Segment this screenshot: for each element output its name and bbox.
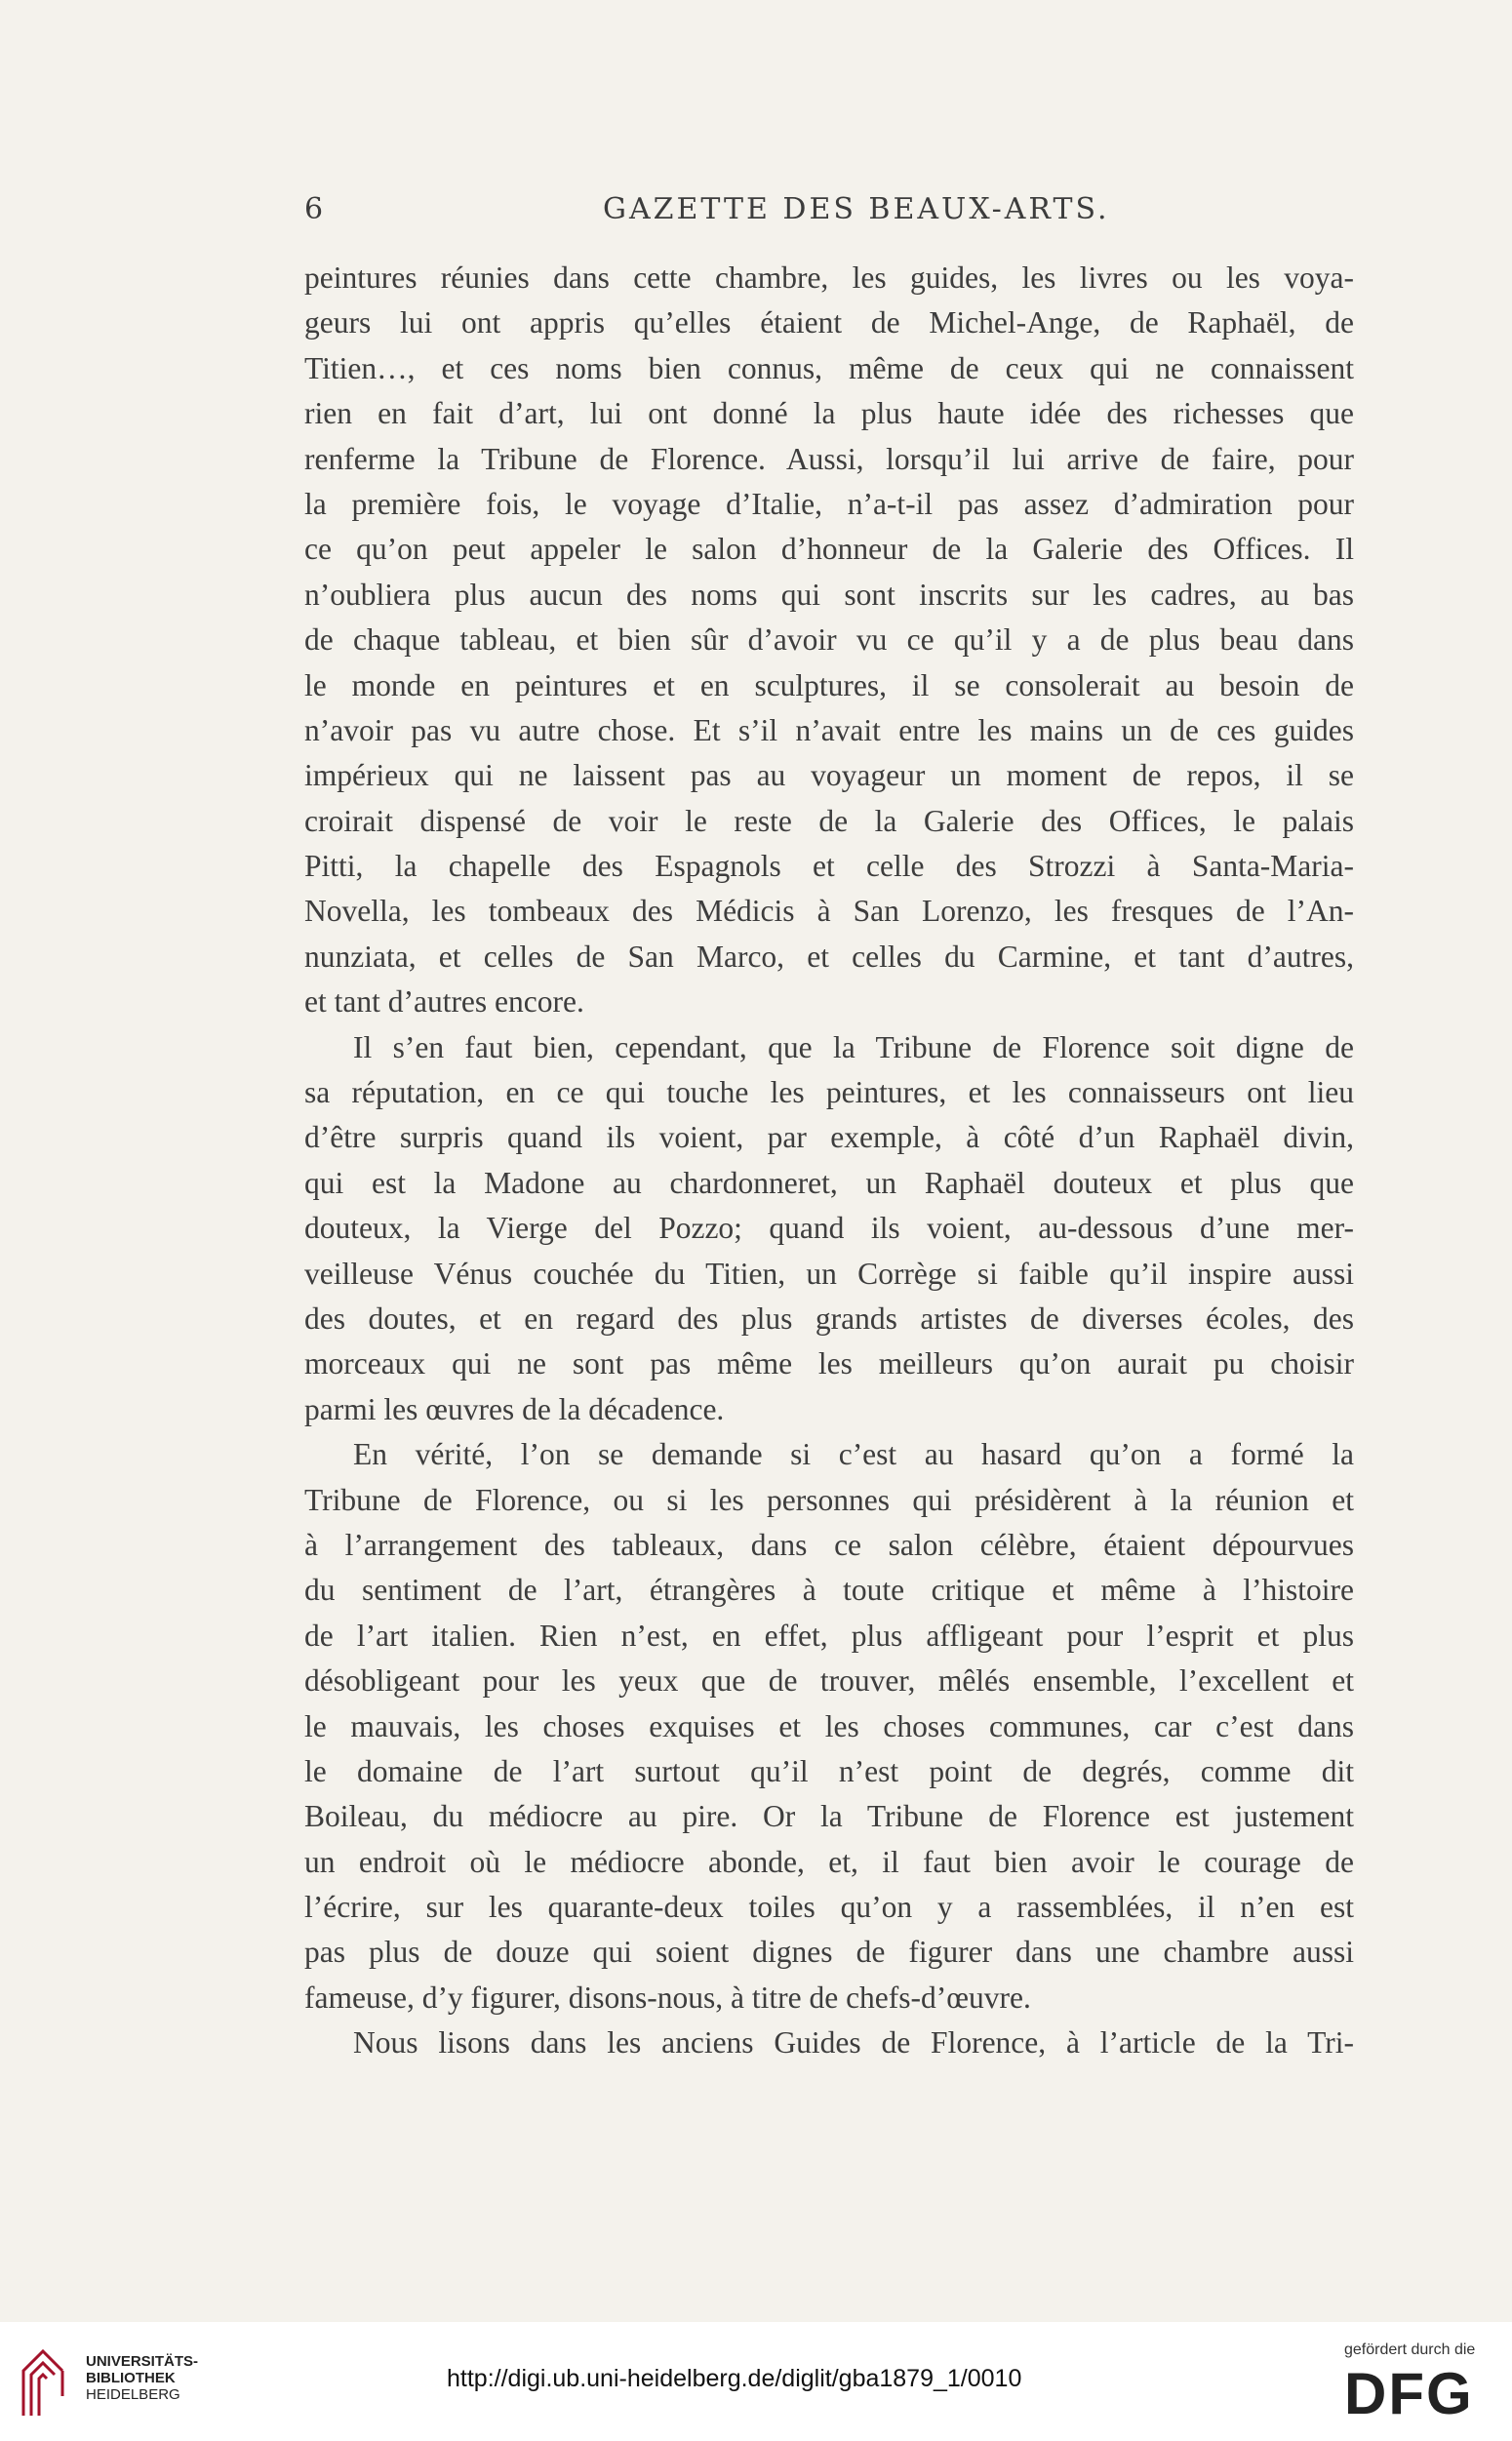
text-line: désobligeant pour les yeux que de trouver, mêlés ensemble, l’excellent et (304, 1663, 1354, 1699)
text-line: parmi les œuvres de la décadence. (304, 1391, 725, 1426)
text-line: le domaine de l’art surtout qu’il n’est point de degrés, comme dit (304, 1753, 1354, 1788)
text-line: des doutes, et en regard des plus grands artistes de diverses écoles, des (304, 1301, 1354, 1336)
text-line: Tribune de Florence, ou si les personnes qui présidèrent à la réunion et (304, 1482, 1354, 1517)
text-line: rien en fait d’art, lui ont donné la plus haute idée des richesses que (304, 396, 1354, 431)
text-line: et tant d’autres encore. (304, 984, 584, 1020)
text-line: de chaque tableau, et bien sûr d’avoir vu ce qu’il y a de plus beau dans (304, 622, 1354, 658)
text-line: qui est la Madone au chardonneret, un Raphaël douteux et plus que (304, 1165, 1354, 1200)
digital-url-link[interactable]: http://digi.ub.uni-heidelberg.de/diglit/gba1879_1/0010 (447, 2365, 1022, 2392)
text-line: Boileau, du médiocre au pire. Or la Tribune de Florence est justement (304, 1799, 1354, 1834)
text-line: fameuse, d’y figurer, disons-nous, à titre de chefs-d’œuvre. (304, 1980, 1031, 2015)
text-line: renferme la Tribune de Florence. Aussi, lorsqu’il lui arrive de faire, pour (304, 441, 1354, 476)
text-line: le mauvais, les choses exquises et les choses communes, car c’est dans (304, 1708, 1354, 1743)
text-line: sa réputation, en ce qui touche les peintures, et les connaisseurs ont lieu (304, 1075, 1354, 1110)
text-line: veilleuse Vénus couchée du Titien, un Corrège si faible qu’il inspire aussi (304, 1256, 1354, 1291)
footer-bar (0, 2322, 1512, 2441)
article-body (304, 256, 1354, 2066)
text-line: croirait dispensé de voir le reste de la Galerie des Offices, le palais (304, 803, 1354, 838)
text-line: le monde en peintures et en sculptures, il se consolerait au besoin de (304, 667, 1354, 702)
text-line: l’écrire, sur les quarante-deux toiles qu’on y a rassemblées, il n’en est (304, 1890, 1354, 1925)
text-line: nunziata, et celles de San Marco, et celles du Carmine, et tant d’autres, (304, 939, 1354, 974)
text-line: impérieux qui ne laissent pas au voyageur un moment de repos, il se (304, 758, 1354, 793)
text-line: Il s’en faut bien, cependant, que la Tribune de Florence soit digne de (353, 1029, 1354, 1064)
text-line: la première fois, le voyage d’Italie, n’a-t-il pas assez d’admiration pour (304, 486, 1354, 521)
text-line: n’oubliera plus aucun des noms qui sont inscrits sur les cadres, au bas (304, 577, 1354, 612)
library-name (86, 2353, 198, 2403)
text-line: peintures réunies dans cette chambre, les guides, les livres ou les voya- (304, 260, 1354, 295)
library-name-line: HEIDELBERG (86, 2386, 180, 2403)
text-line: n’avoir pas vu autre chose. Et s’il n’avait entre les mains un de ces guides (304, 712, 1354, 747)
text-line: pas plus de douze qui soient dignes de figurer dans une chambre aussi (304, 1935, 1354, 1970)
text-line: ce qu’on peut appeler le salon d’honneur de la Galerie des Offices. Il (304, 532, 1354, 567)
text-line: En vérité, l’on se demande si c’est au hasard qu’on a formé la (353, 1437, 1354, 1472)
text-line: Nous lisons dans les anciens Guides de Florence, à l’article de la Tri- (353, 2025, 1354, 2061)
dfg-logo: DFG (1344, 2361, 1474, 2426)
text-line: Novella, les tombeaux des Médicis à San Lorenzo, les fresques de l’An- (304, 894, 1354, 929)
text-line: à l’arrangement des tableaux, dans ce salon célèbre, étaient dépourvues (304, 1527, 1354, 1562)
library-name-line: BIBLIOTHEK (86, 2370, 176, 2386)
text-line: d’être surpris quand ils voient, par exemple, à côté d’un Raphaël divin, (304, 1120, 1354, 1155)
text-line: Pitti, la chapelle des Espagnols et celle des Strozzi à Santa-Maria- (304, 849, 1354, 884)
text-line: un endroit où le médiocre abonde, et, il faut bien avoir le courage de (304, 1844, 1354, 1879)
page-number: 6 (304, 192, 327, 226)
library-name-line: UNIVERSITÄTS- (86, 2353, 199, 2370)
text-line: du sentiment de l’art, étrangères à toute critique et même à l’histoire (304, 1573, 1354, 1608)
funded-by-text: gefördert durch die (1344, 2341, 1476, 2358)
text-line: geurs lui ont appris qu’elles étaient de Michel-Ange, de Raphaël, de (304, 305, 1354, 340)
text-line: Titien…, et ces noms bien connus, même de ceux qui ne connaissent (304, 350, 1354, 385)
text-line: de l’art italien. Rien n’est, en effet, plus affligeant pour l’esprit et plus (304, 1618, 1354, 1653)
text-line: morceaux qui ne sont pas même les meilleurs qu’on aurait pu choisir (304, 1346, 1354, 1381)
university-logo-icon (18, 2341, 70, 2418)
text-line: douteux, la Vierge del Pozzo; quand ils voient, au-dessous d’une mer- (304, 1211, 1354, 1246)
journal-title: GAZETTE DES BEAUX-ARTS. (603, 192, 1110, 226)
